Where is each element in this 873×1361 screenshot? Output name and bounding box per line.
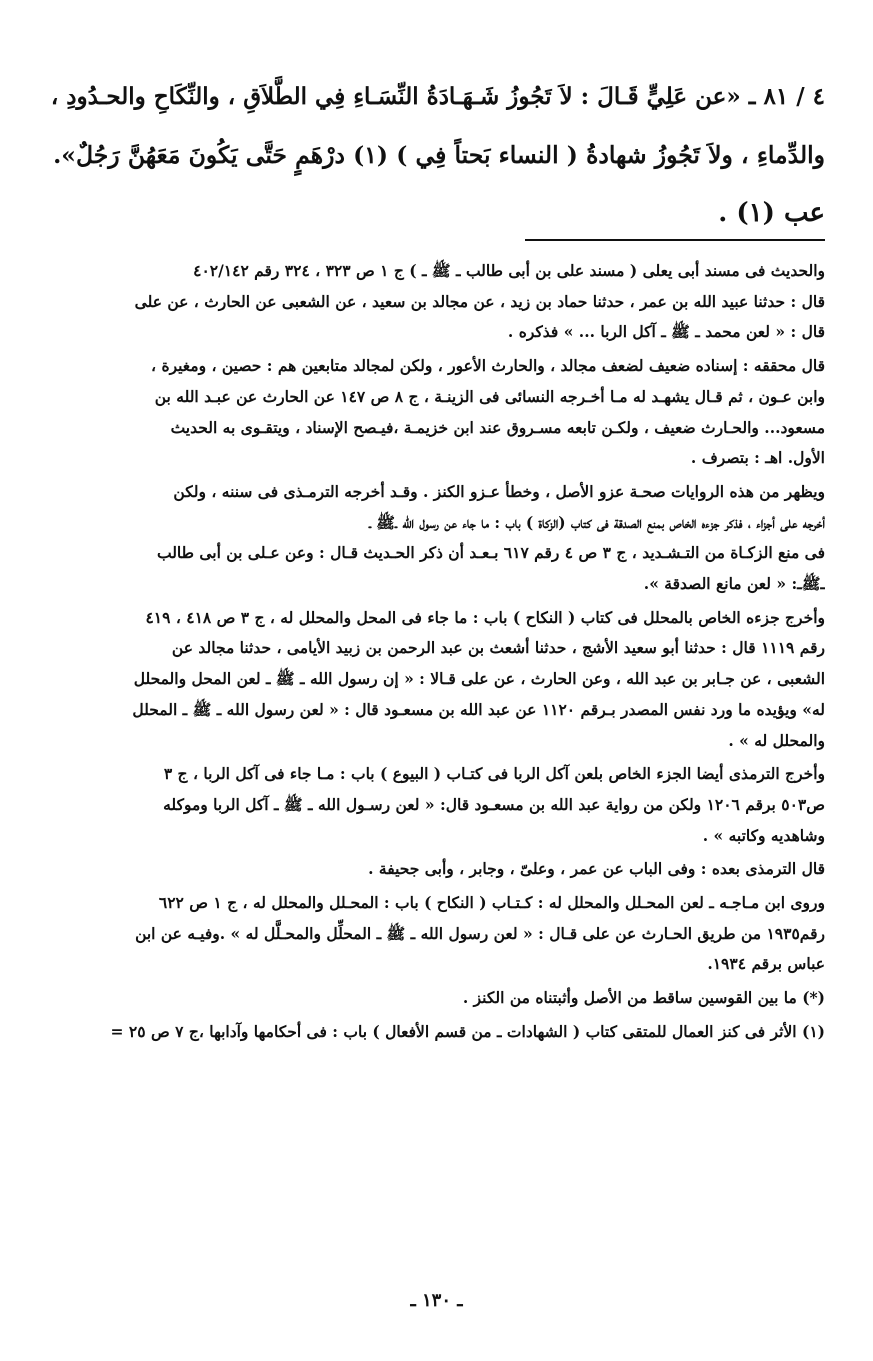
note-line: (*) ما بين القوسين ساقط من الأصل وأثبتناه من الكنز . (462, 988, 825, 1008)
editor-note (48, 983, 825, 1014)
note-line: ص٥٠٣ برقم ١٢٠٦ ولكن من رواية عبد الله بن مسعـود قال: « لعن رسـول الله ـ ﷺ ـ آكل الربا وموكله (163, 794, 825, 814)
note-line: الأول. اهـ : بتصرف . (690, 448, 825, 468)
note-line: رقم ١١١٩ قال : حدثنا أبو سعيد الأشج ، حدثنا أشعث بن عبد الرحمن بن زبيد الأيامى ، حدثنا مجالد عن (171, 638, 825, 658)
note-line: ويظهر من هذه الروايات صحـة عزو الأصل ، وخطأ عـزو الكنز . وقـد أخرجه الترمـذى فى سننه ، ولكن (173, 481, 825, 501)
note-line: قال : حدثنا عبيد الله بن عمر ، حدثنا حماد بن زيد ، عن مجالد بن سعيد ، عن الشعبى عن الحارث ، عن على (134, 291, 825, 311)
note-line: رقم١٩٣٥ من طريق الحـارث عن على قـال : « لعن رسول الله ـ ﷺ ـ المحلِّل والمحـلَّل له » .وفيـه عن ابن (135, 923, 825, 943)
note-line: عباس برقم ١٩٣٤. (707, 954, 825, 974)
note-line: ـﷺـ: « لعن مانع الصدقة ». (643, 574, 825, 594)
note-line: وروى ابن مـاجـه ـ لعن المحـلل والمحلل له : كـتـاب ( النكاح ) باب : المحـلل والمحلل له ، ج ١ ص ٦٢٢ (158, 893, 825, 913)
note-paragraph (48, 888, 825, 980)
note-paragraph (48, 759, 825, 851)
note-paragraph (48, 256, 825, 348)
note-line: قال : « لعن محمد ـ ﷺ ـ آكل الربا ... » فذكره . (507, 322, 825, 342)
note-paragraph (48, 477, 825, 600)
note-line: أخرجه على أجزاء ، فذكر جزءه الخاص بمنع الصدقة فى كتاب (الزكاة ) باب : ما جاء عن رسول الله ـﷺ ـ (368, 512, 825, 532)
footnote-divider (525, 239, 825, 241)
page-number: ـ ١٣٠ ـ (410, 1290, 463, 1311)
note-line: فى منع الزكـاة من التـشـديد ، ج ٣ ص ٤ رقم ٦١٧ بـعـد أن ذكر الحـديث قـال : وعن عـلى بن أبى طالب (156, 543, 825, 563)
note-line: له» ويؤيده ما ورد نفس المصدر بـرقم ١١٢٠ عن عبد الله بن مسعـود قال : « لعن رسول الله ـ ﷺ ـ المحلل (132, 699, 825, 719)
note-line: مسعود... والحـارث ضعيف ، ولكـن تابعه مسـروق عند ابن خزيمـة ،فيـصح الإسناد ، ويتقـوى به الحديث (170, 417, 825, 437)
note-line: (١) الأثر فى كنز العمال للمتقى كتاب ( الشهادات ـ من قسم الأفعال ) باب : فى أحكامها وآدابها ،ج ٧ ص ٢٥ = (110, 1021, 825, 1041)
note-paragraph (48, 603, 825, 757)
note-line: وأخرج جزءه الخاص بالمحلل فى كتاب ( النكاح ) باب : ما جاء فى المحل والمحلل له ، ج ٣ ص ٤١٨ ، ٤١٩ (145, 607, 825, 627)
note-line: وأخرج الترمذى أيضا الجزء الخاص بلعن آكل الربا فى كتـاب ( البيوع ) باب : مـا جاء فى آكل الربا ، ج ٣ (163, 764, 825, 784)
note-line: والحديث فى مسند أبى يعلى ( مسند على بن أبى طالب ـ ﷺ ـ ) ج ١ ص ٣٢٣ ، ٣٢٤ رقم ٤٠٢/١٤٢ (193, 261, 825, 280)
note-line: الشعبى ، عن جـابر بن عبد الله ، وعن الحارث ، عن على قـالا : « إن رسول الله ـ ﷺ ـ لعن المحل والمحلل (133, 669, 825, 689)
note-paragraph (48, 351, 825, 474)
footnotes (48, 256, 825, 1051)
note-paragraph (48, 854, 825, 885)
note-line: وابن عـون ، ثم قـال يشهـد له مـا أخـرجه النسائى فى الزينـة ، ج ٨ ص ١٤٧ عن الحارث عن عبـد الله بن (154, 386, 825, 406)
note-line: وشاهديه وكاتبه » . (702, 825, 825, 845)
hadith-line: ٤ / ٨١ ـ «عن عَلِيٍّ قَـالَ : لاَ تَجُوزُ شَـهَـادَةُ النِّسَـاءِ فِي الطَّلاَقِ ، والنِّكَاحِ والحـدُودِ ، (50, 83, 825, 110)
footnote-1 (48, 1017, 825, 1048)
hadith-line: والدِّماءِ ، ولاَ تَجُوزُ شهادةُ ( النساء بَحتاً فِي ) (١) درْهَمٍ حَتَّى يَكُونَ مَعَهُنَّ رَجُلٌ». (53, 141, 825, 169)
note-line: والمحلل له » . (728, 730, 825, 750)
hadith-text (48, 68, 825, 242)
note-line: قال محققه : إسناده ضعيف لضعف مجالد ، والحارث الأعور ، ولكن لمجالد متابعين هم : حصين ، ومغيرة ، (151, 356, 825, 376)
note-line: قال الترمذى بعده : وفى الباب عن عمر ، وعلىّ ، وجابر ، وأبى جحيفة . (368, 859, 825, 879)
hadith-source: عب (١) . (718, 198, 825, 228)
